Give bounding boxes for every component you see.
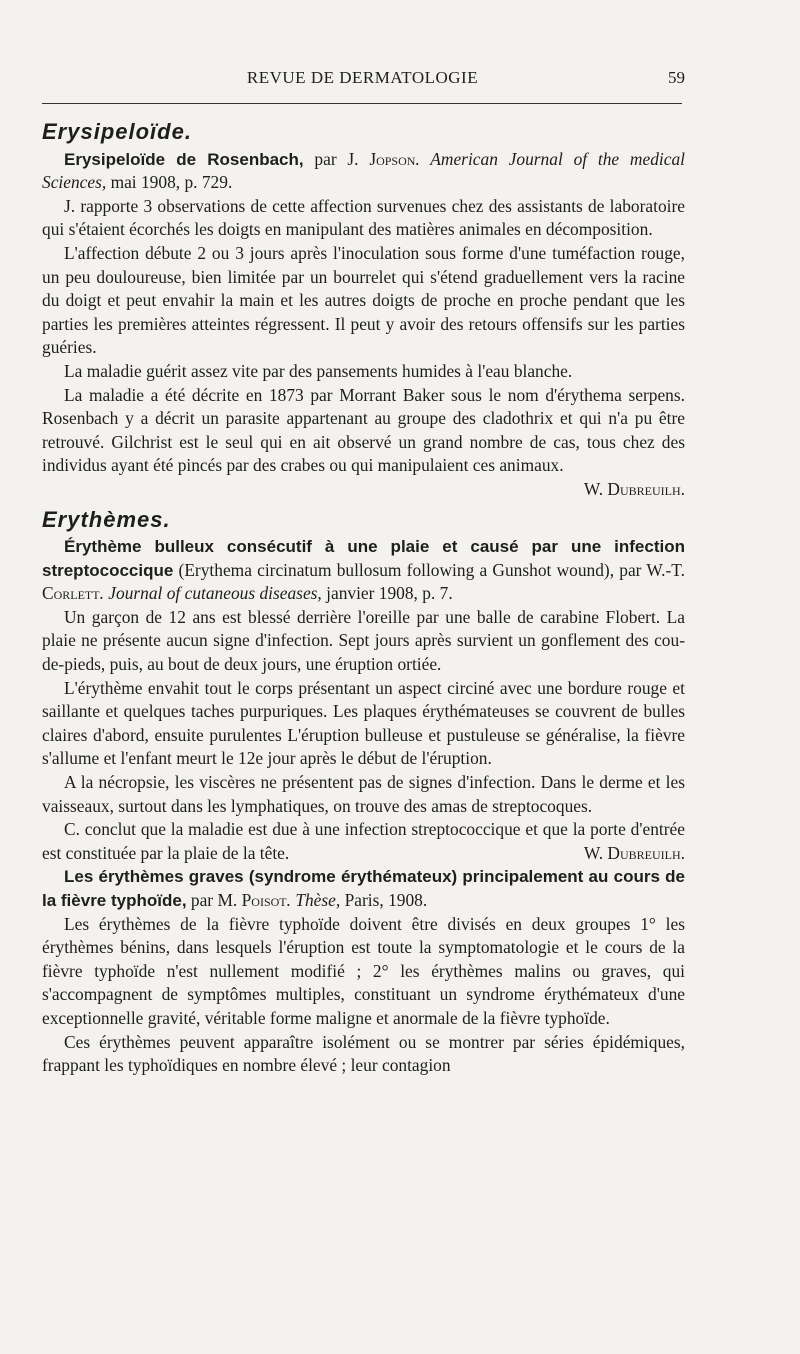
article-author: Corlett (42, 583, 100, 604)
header-rule (42, 103, 682, 104)
paragraph: L'affection débute 2 ou 3 jours après l'inoculation sous forme d'une tuméfaction rouge, un peu douloureuse, bien limitée par un bourrelet qui s'étend graduellement vers la racine du doigt et peut envahir la main et les autres doigts de proche en proche pendant que les parties les premières atteintes régressent. Il peut y avoir des retours offensifs sur les parties guéries. (42, 242, 685, 358)
article-heading (42, 535, 685, 606)
paragraph (42, 384, 685, 499)
article-date: Paris, 1908. (340, 890, 428, 910)
paragraph: Ces érythèmes peuvent apparaître isolément ou se montrer par séries épidémiques, frappant les typhoïdiques en nombre élevé ; leur contagion (42, 1031, 685, 1076)
signature: W. Dubreuilh. (583, 478, 685, 499)
article-title: Les érythèmes graves (syndrome érythémateux) principalement au cours de la fièvre typhoïde, (42, 867, 685, 910)
article-source: . Journal of cutaneous diseases, (99, 583, 322, 604)
paragraph: Les érythèmes de la fièvre typhoïde doivent être divisés en deux groupes 1° les érythèmes bénins, dans lesquels l'éruption est toute la symptomatologie et le cours de la fièvre typhoïde n'est nullement modifié ; 2° les érythèmes malins ou graves, qui s'accompagnent de symptômes multiples, constituant un syndrome érythémateux d'une exceptionnelle gravité, véritable forme maligne et anormale de la fièvre typhoïde. (42, 913, 685, 1028)
page-body (42, 118, 685, 1078)
signature: W. Dubreuilh. (583, 842, 685, 863)
article-author: Poisot (241, 890, 287, 910)
paragraph: Un garçon de 12 ans est blessé derrière l'oreille par une balle de carabine Flobert. La plaie ne présente aucun signe d'infection. Sept jours après survient un gonflement des cou-de-pieds, puis, au bout de deux jours, une éruption ortiée. (42, 606, 685, 675)
paragraph: L'érythème envahit tout le corps présentant un aspect circiné avec une bordure rouge et saillante et quelques taches purpuriques. Les plaques érythémateuses se couvrent de bulles claires d'abord, ensuite purulentes L'éruption bulleuse et pustuleuse se généralise, la fièvre s'allume et l'enfant meurt le 12e jour après le début de l'éruption. (42, 677, 685, 769)
page-header (40, 68, 685, 92)
article-by: (Erythema circinatum bullosum following a Gunshot wound), par W.-T. (173, 559, 685, 580)
article-heading (42, 148, 685, 195)
article-by: par M. (186, 890, 242, 910)
article-heading (42, 865, 685, 912)
article-title: Erysipeloïde de Rosenbach, (64, 149, 304, 169)
paragraph: J. rapporte 3 observations de cette affection survenues chez des assistants de laboratoire qui s'étaient écorchés les doigts en manipulant des matières animales en décomposition. (42, 195, 685, 240)
section-title: Erysipeloïde. (42, 119, 192, 144)
paragraph-text: La maladie a été décrite en 1873 par Morrant Baker sous le nom d'érythema serpens. Rosenbach y a décrit un parasite appartenant au groupe des cladothrix et qui n'a pu être retrouvé. Gilchrist est le seul qui en ait observé un grand nombre de cas, tous chez des individus ayant été pincés par des crabes ou qui manipulaient ces animaux. (42, 384, 685, 476)
article-date: mai 1908, p. 729. (106, 172, 233, 193)
article-source: . American Journal of the medical Sciences, (42, 148, 685, 193)
section-title: Erythèmes. (42, 506, 171, 532)
paragraph: La maladie guérit assez vite par des pansements humides à l'eau blanche. (64, 360, 573, 381)
article-author: Jopson (369, 148, 416, 169)
article-by: par J. (303, 148, 370, 169)
article-title: Érythème bulleux consécutif à une plaie et causé par une infection streptococcique (42, 537, 685, 580)
page-number: 59 (668, 68, 685, 87)
article-date: janvier 1908, p. 7. (321, 583, 453, 604)
paragraph-text: C. conclut que la maladie est due à une infection streptococcique et que la porte d'entrée est constituée par la plaie de la tête. (42, 819, 685, 863)
paragraph (42, 818, 685, 865)
paragraph: A la nécropsie, les viscères ne présentent pas de signes d'infection. Dans le derme et les vaisseaux, surtout dans les lymphatiques, on trouve des amas de streptocoques. (42, 772, 685, 816)
running-title: REVUE DE DERMATOLOGIE (246, 68, 479, 87)
article-source: . Thèse, (286, 890, 341, 910)
